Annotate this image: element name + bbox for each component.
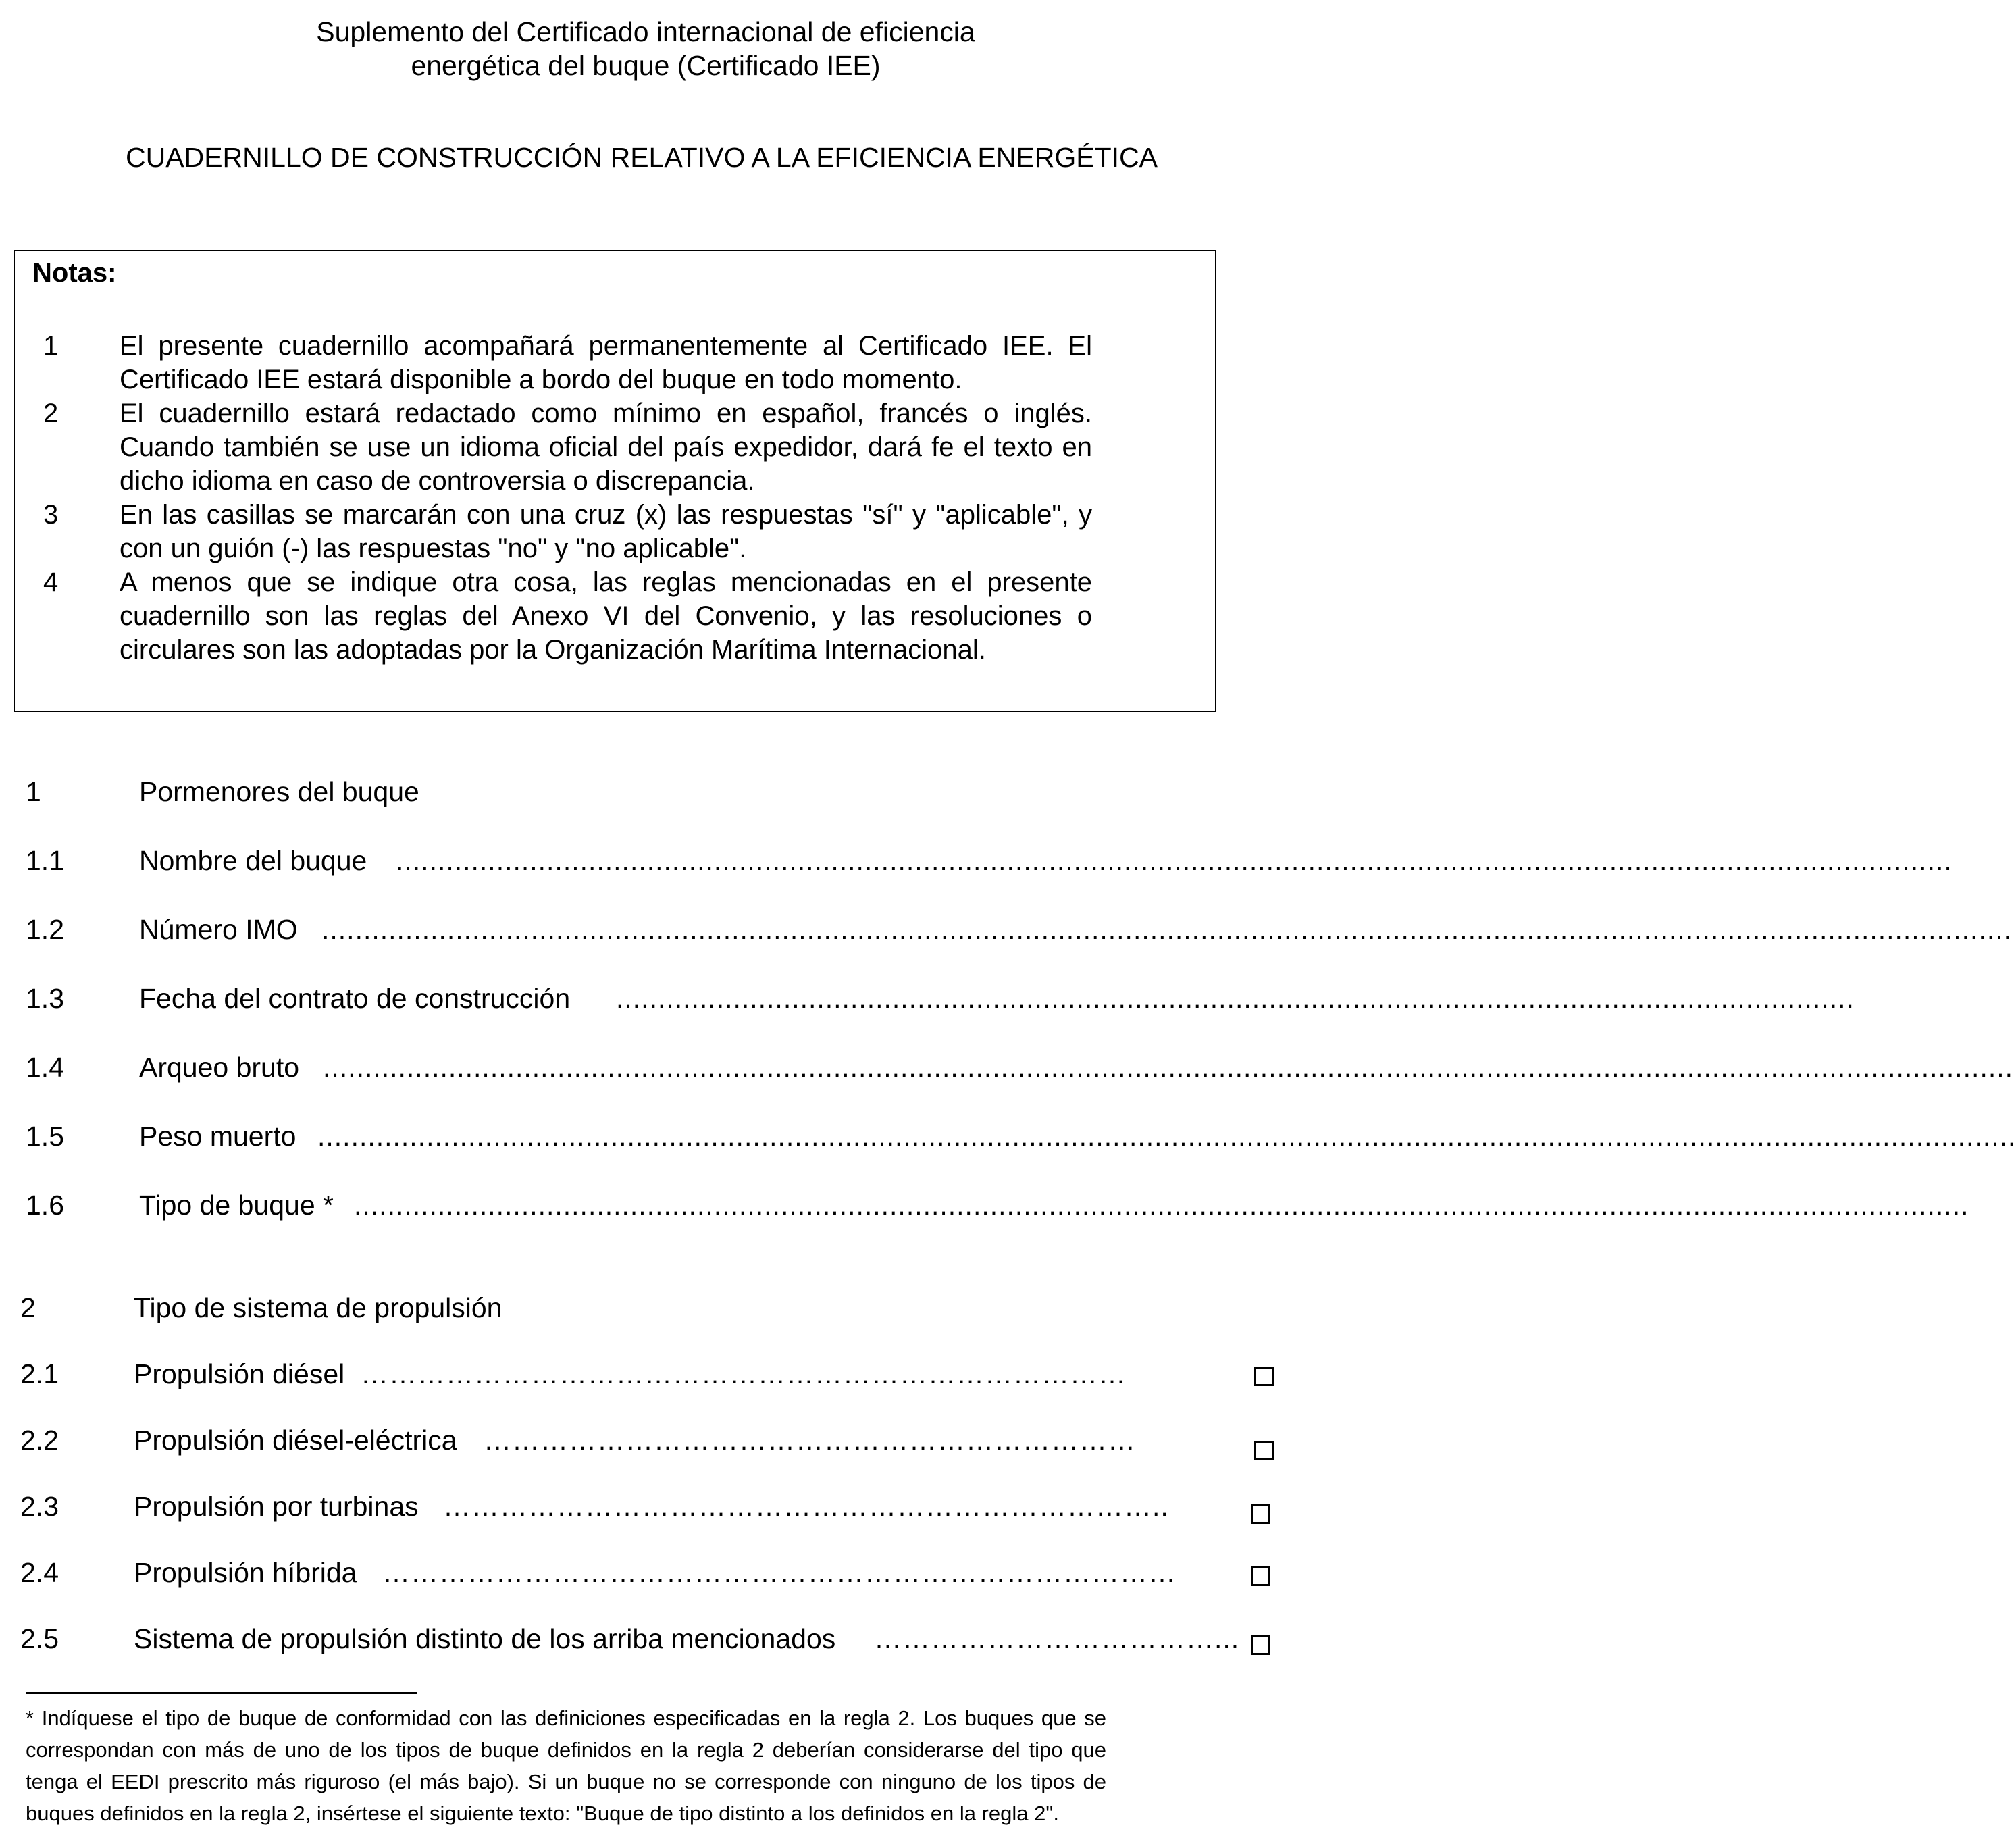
other-propulsion-row [20, 1620, 1270, 1658]
header-line-1: Suplemento del Certificado internacional de eficiencia [316, 16, 975, 47]
footnote-separator [26, 1692, 417, 1694]
item-number: 1.1 [26, 845, 64, 876]
ship-name-field[interactable]: .......................................................................................................................................................................................... [396, 845, 1953, 876]
diesel-propulsion-row [20, 1355, 1270, 1393]
item-number: 2.4 [20, 1557, 59, 1588]
item-number: 1.5 [26, 1121, 64, 1152]
section-title: Pormenores del buque [139, 776, 419, 807]
contract-date-field[interactable]: .................................................................................................................................................... [616, 983, 1855, 1014]
imo-number-field[interactable]: .......................................................................................................................................................................................................... [321, 914, 2013, 945]
note-text: En las casillas se marcarán con una cruz (x) las respuestas "sí" y "aplicable", y con un guión (-) las respuestas "no" y "no aplicable". [120, 500, 1092, 563]
footnote: * Indíquese el tipo de buque de conformidad con las definiciones especificadas en la regla 2. Los buques que se correspondan con más de uno de los tipos de buque definidos en la regla 2 deberían considerarse del tipo que tenga el EEDI prescrito más riguroso (el más bajo). Si un buque no se corresponde con ninguno de los tipos de buques definidos en la regla 2, insértese el siguiente texto: "Buque de tipo distinto a los definidos en la regla 2". [26, 1706, 1106, 1825]
ship-type-field[interactable]: ................................................................................................................................................................................................. [354, 1190, 1969, 1221]
note-number: 1 [43, 331, 59, 361]
leader-dots: ………………………………………………………………….. [443, 1491, 1169, 1522]
section-2-heading [20, 1289, 1236, 1327]
header-line-2: energética del buque (Certificado IEE) [411, 50, 881, 81]
item-number: 2.2 [20, 1425, 59, 1456]
item-number: 1.2 [26, 914, 64, 945]
item-label: Número IMO [139, 914, 298, 945]
item-label: Propulsión diésel [134, 1358, 345, 1389]
leader-dots: ………………………………... [874, 1623, 1240, 1654]
item-label: Peso muerto [139, 1121, 296, 1152]
hybrid-propulsion-row [20, 1554, 1270, 1591]
note-number: 3 [43, 500, 59, 530]
leader-dots: ………………………………………………………………………… [382, 1557, 1177, 1588]
item-label: Propulsión por turbinas [134, 1491, 419, 1522]
turbine-propulsion-checkbox[interactable] [1251, 1504, 1270, 1524]
diesel-electric-propulsion-row [20, 1421, 1270, 1459]
gross-tonnage-field[interactable]: .......................................................................................................................................................................................................... [323, 1052, 2014, 1083]
item-label: Fecha del contrato de construcción [139, 983, 571, 1014]
section-number: 1 [26, 776, 41, 807]
item-number: 1.3 [26, 983, 64, 1014]
turbine-propulsion-row [20, 1487, 1270, 1525]
note-number: 2 [43, 399, 59, 428]
item-number: 1.4 [26, 1052, 64, 1083]
leader-dots: …………………………………………………………… [484, 1425, 1136, 1456]
note-text: El presente cuadernillo acompañará permanentemente al Certificado IEE. El Certificado IEE estará disponible a bordo del buque en todo momento. [120, 331, 1092, 394]
ship-type-row [26, 1186, 1969, 1224]
notes-box [14, 250, 1216, 712]
note-number: 4 [43, 567, 59, 597]
note-text: A menos que se indique otra cosa, las reglas mencionadas en el presente cuadernillo son las reglas del Anexo VI del Convenio, y las resoluciones o circulares son las adoptadas por la Organización Marítima Internacional. [120, 567, 1092, 665]
item-label: Arqueo bruto [139, 1052, 300, 1083]
item-label: Propulsión híbrida [134, 1557, 357, 1588]
section-number: 2 [20, 1292, 36, 1323]
diesel-propulsion-checkbox[interactable] [1254, 1367, 1274, 1386]
item-label: Tipo de buque * [139, 1190, 334, 1221]
item-label: Propulsión diésel-eléctrica [134, 1425, 457, 1456]
section-title: Tipo de sistema de propulsión [134, 1292, 502, 1323]
deadweight-field[interactable]: ........................................................................................................................................................................................................... [317, 1121, 2016, 1152]
leader-dots: ……………………………………………………………………… [361, 1358, 1127, 1389]
item-number: 2.3 [20, 1491, 59, 1522]
page-title: CUADERNILLO DE CONSTRUCCIÓN RELATIVO A LA EFICIENCIA ENERGÉTICA [126, 142, 1158, 173]
item-number: 2.5 [20, 1623, 59, 1654]
ship-name-row [26, 842, 1953, 879]
other-propulsion-checkbox[interactable] [1251, 1635, 1270, 1655]
gross-tonnage-row [26, 1048, 2014, 1086]
deadweight-row [26, 1117, 2016, 1155]
diesel-electric-propulsion-checkbox[interactable] [1254, 1441, 1274, 1460]
item-label: Nombre del buque [139, 845, 367, 876]
hybrid-propulsion-checkbox[interactable] [1251, 1566, 1270, 1586]
item-number: 2.1 [20, 1358, 59, 1389]
notes-title: Notas: [32, 258, 117, 288]
item-number: 1.6 [26, 1190, 64, 1221]
item-label: Sistema de propulsión distinto de los arriba mencionados [134, 1623, 836, 1654]
imo-number-row [26, 911, 2013, 948]
note-text: El cuadernillo estará redactado como mínimo en español, francés o inglés. Cuando también se use un idioma oficial del país expedidor, dará fe el texto en dicho idioma en caso de controversia o discrepancia. [120, 399, 1092, 496]
contract-date-row [26, 979, 1855, 1017]
section-1-heading [26, 773, 1241, 811]
